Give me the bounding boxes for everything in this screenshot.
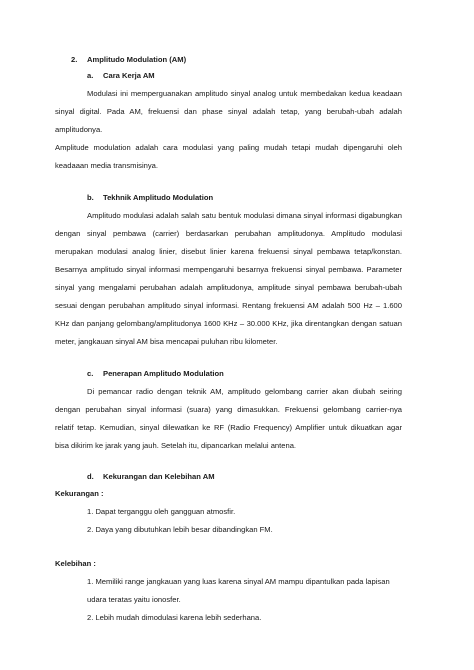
paragraph-line: dengan sinyal pembawa (carrier) berdasarkan perubahan amplitudonya. Amplitudo modulasi (55, 229, 402, 238)
paragraph-line: keadaaan media transmisinya. (55, 161, 158, 170)
subsection-b-marker: b. (87, 193, 94, 202)
subsection-b-title: Tekhnik Amplitudo Modulation (103, 193, 214, 202)
section-heading: Amplitudo Modulation (AM) (87, 55, 187, 64)
subsection-a-title: Cara Kerja AM (103, 71, 155, 80)
subsection-d-marker: d. (87, 472, 94, 481)
paragraph-line: KHz dan panjang gelombang/amplitudonya 1600 KHz – 30.000 KHz, jika direntangkan dengan satuan (55, 319, 402, 328)
paragraph-line: relatif tetap. Kemudian, sinyal dilewatkan ke RF (Radio Frequency) Amplifier untuk dikuatkan agar (55, 423, 402, 432)
kelebihan-label: Kelebihan : (55, 559, 96, 568)
subsection-d-title: Kekurangan dan Kelebihan AM (103, 472, 215, 481)
subsection-a-marker: a. (87, 71, 94, 80)
list-item: 2. Daya yang dibutuhkan lebih besar dibandingkan FM. (87, 525, 273, 534)
paragraph-line: meter, jangkauan sinyal AM bisa mencapai puluhan ribu kilometer. (55, 337, 278, 346)
paragraph-line: sinyal yang mengalami perubahan adalah amplitudonya, amplitude sinyal pembawa berubah-ubah (55, 283, 402, 292)
subsection-c-marker: c. (87, 369, 94, 378)
paragraph-line: merupakan modulasi analog linier, disebut linier karena frekuensi sinyal pembawa tetap/konstan. (55, 247, 402, 256)
paragraph-line: bisa dikirim ke jarak yang jauh. Setelah itu, dipancarkan melalui antena. (55, 441, 297, 450)
paragraph-line: sesuai dengan perubahan amplitudo sinyal informasi. Rentang frekuensi AM adalah 500 Hz – 1.600 (55, 301, 402, 310)
paragraph-line: dengan perubahan sinyal informasi (suara) yang dimasukkan. Frekuensi gelombang carrier-nya (55, 405, 402, 414)
list-item: 1. Dapat terganggu oleh gangguan atmosfir. (87, 507, 236, 516)
list-item: 2. Lebih mudah dimodulasi karena lebih sederhana. (87, 613, 262, 622)
paragraph-line: amplitudonya. (55, 125, 103, 134)
list-item: 1. Memiliki range jangkauan yang luas karena sinyal AM mampu dipantulkan pada lapisan (87, 577, 390, 586)
section-number: 2. (71, 55, 78, 64)
paragraph-line: Modulasi ini memperguanakan amplitudo sinyal analog untuk membedakan kedua keadaan (87, 89, 402, 98)
list-item: udara teratas yaitu ionosfer. (87, 595, 181, 604)
paragraph-line: Di pemancar radio dengan teknik AM, amplitudo gelombang carrier akan diubah seiring (87, 387, 402, 396)
paragraph-line: Amplitude modulation adalah cara modulasi yang paling mudah tetapi mudah dipengaruhi oleh (55, 143, 402, 152)
paragraph-line: sinyal digital. Pada AM, frekuensi dan phase sinyal adalah tetap, yang berubah-ubah adalah (55, 107, 402, 116)
paragraph-line: Amplitudo modulasi adalah salah satu bentuk modulasi dimana sinyal informasi digabungkan (87, 211, 402, 220)
subsection-c-title: Penerapan Amplitudo Modulation (103, 369, 224, 378)
kekurangan-label: Kekurangan : (55, 489, 104, 498)
paragraph-line: Besarnya amplitudo sinyal informasi mempengaruhi besarnya frekuensi sinyal pembawa. Parameter (55, 265, 402, 274)
